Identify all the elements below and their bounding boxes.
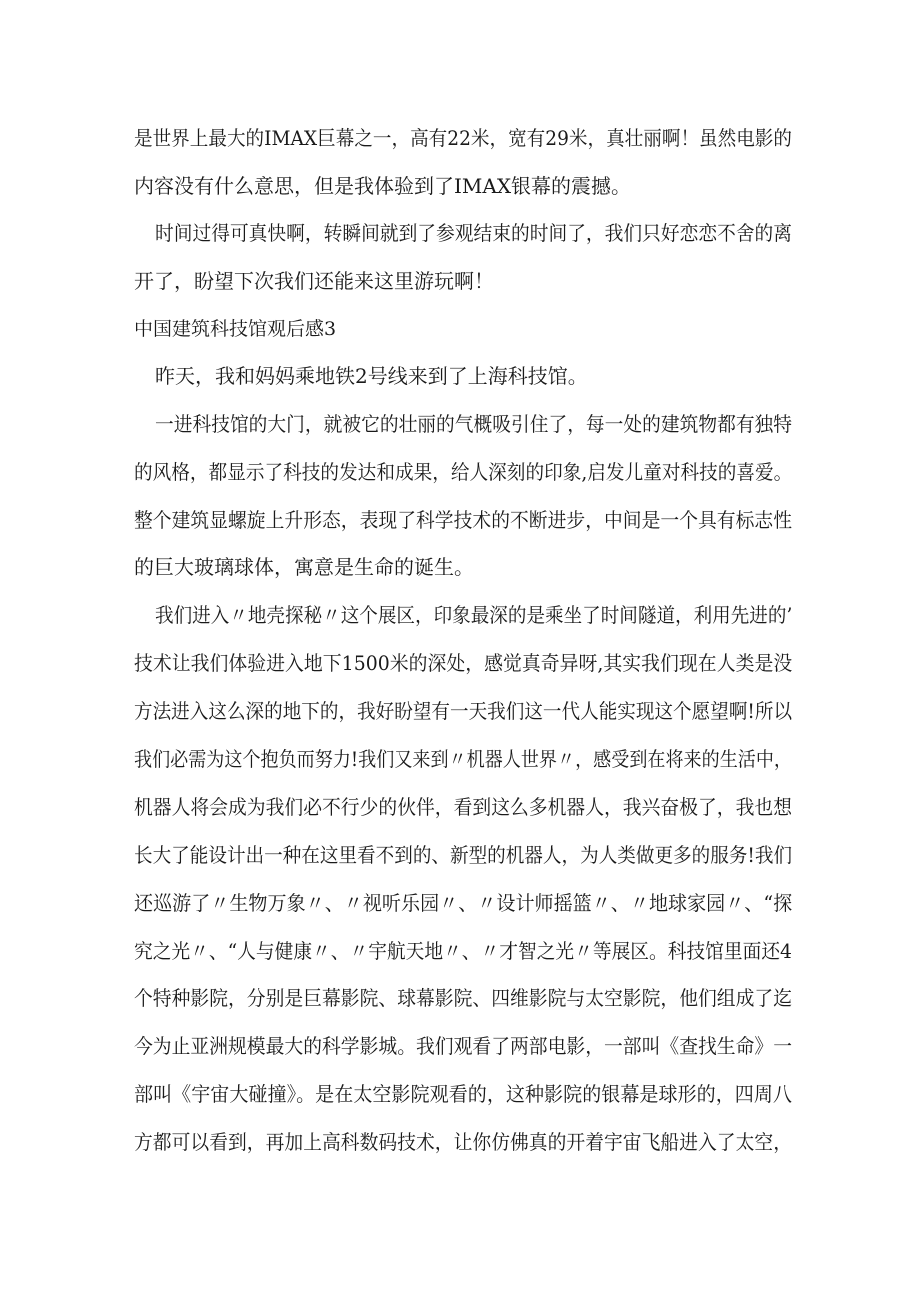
text-line: 技术让我们体验进入地下1500米的深处，感觉真奇异呀,其实我们现在人类是没 [134, 651, 793, 675]
section-heading: 中国建筑科技馆观后感3 [134, 318, 337, 340]
paragraph-first-line: 昨天，我和妈妈乘地铁2号线来到了上海科技馆。 [155, 364, 588, 388]
text-line: 方都可以看到，再加上高科数码技术，让你仿佛真的开着宇宙飞船进入了太空， [134, 1130, 792, 1154]
paragraph-first-line: 我们进入〃地壳探秘〃这个展区，印象最深的是乘坐了时间隧道，利用先进的’ [155, 603, 793, 627]
text-line: 个特种影院，分别是巨幕影院、球幕影院、四维影院与太空影院，他们组成了迄 [134, 986, 792, 1010]
text-line: 整个建筑显螺旋上升形态，表现了科学技术的不断进步，中间是一个具有标志性 [134, 508, 792, 532]
text-line: 部叫《宇宙大碰撞》。是在太空影院观看的，这种影院的银幕是球形的，四周八 [134, 1082, 792, 1106]
text-line: 长大了能设计出一种在这里看不到的、新型的机器人，为人类做更多的服务!我们 [134, 843, 793, 867]
text-line: 机器人将会成为我们必不行少的伙伴，看到这么多机器人，我兴奋极了，我也想 [134, 795, 792, 819]
paragraph-first-line: 时间过得可真快啊，转瞬间就到了参观结束的时间了，我们只好恋恋不舍的离 [155, 221, 793, 245]
text-line: 是世界上最大的IMAX巨幕之一，高有22米，宽有29米，真壮丽啊！虽然电影的 [134, 126, 792, 150]
text-line: 内容没有什么意思，但是我体验到了IMAX银幕的震撼。 [134, 174, 632, 198]
text-line: 还巡游了〃生物万象〃、〃视听乐园〃、〃设计师摇篮〃、〃地球家园〃、“探 [134, 891, 793, 915]
text-line: 今为止亚洲规模最大的科学影城。我们观看了两部电影，一部叫《查找生命》一 [134, 1034, 792, 1058]
text-line: 开了，盼望下次我们还能来这里游玩啊！ [134, 269, 494, 293]
text-line: 的风格，都显示了科技的发达和成果，给人深刻的印象,启发儿童对科技的喜爱。 [134, 460, 793, 484]
paragraph-first-line: 一进科技馆的大门，就被它的壮丽的气概吸引住了，每一处的建筑物都有独特 [155, 412, 793, 436]
text-line: 究之光〃、“人与健康〃、〃宇航天地〃、〃才智之光〃等展区。科技馆里面还4 [134, 939, 792, 963]
text-line: 我们必需为这个抱负而努力!我们又来到〃机器人世界〃，感受到在将来的生活中， [134, 747, 793, 771]
text-line: 方法进入这么深的地下的，我好盼望有一天我们这一代人能实现这个愿望啊!所以 [134, 699, 793, 723]
text-line: 的巨大玻璃球体，寓意是生命的诞生。 [134, 555, 474, 579]
